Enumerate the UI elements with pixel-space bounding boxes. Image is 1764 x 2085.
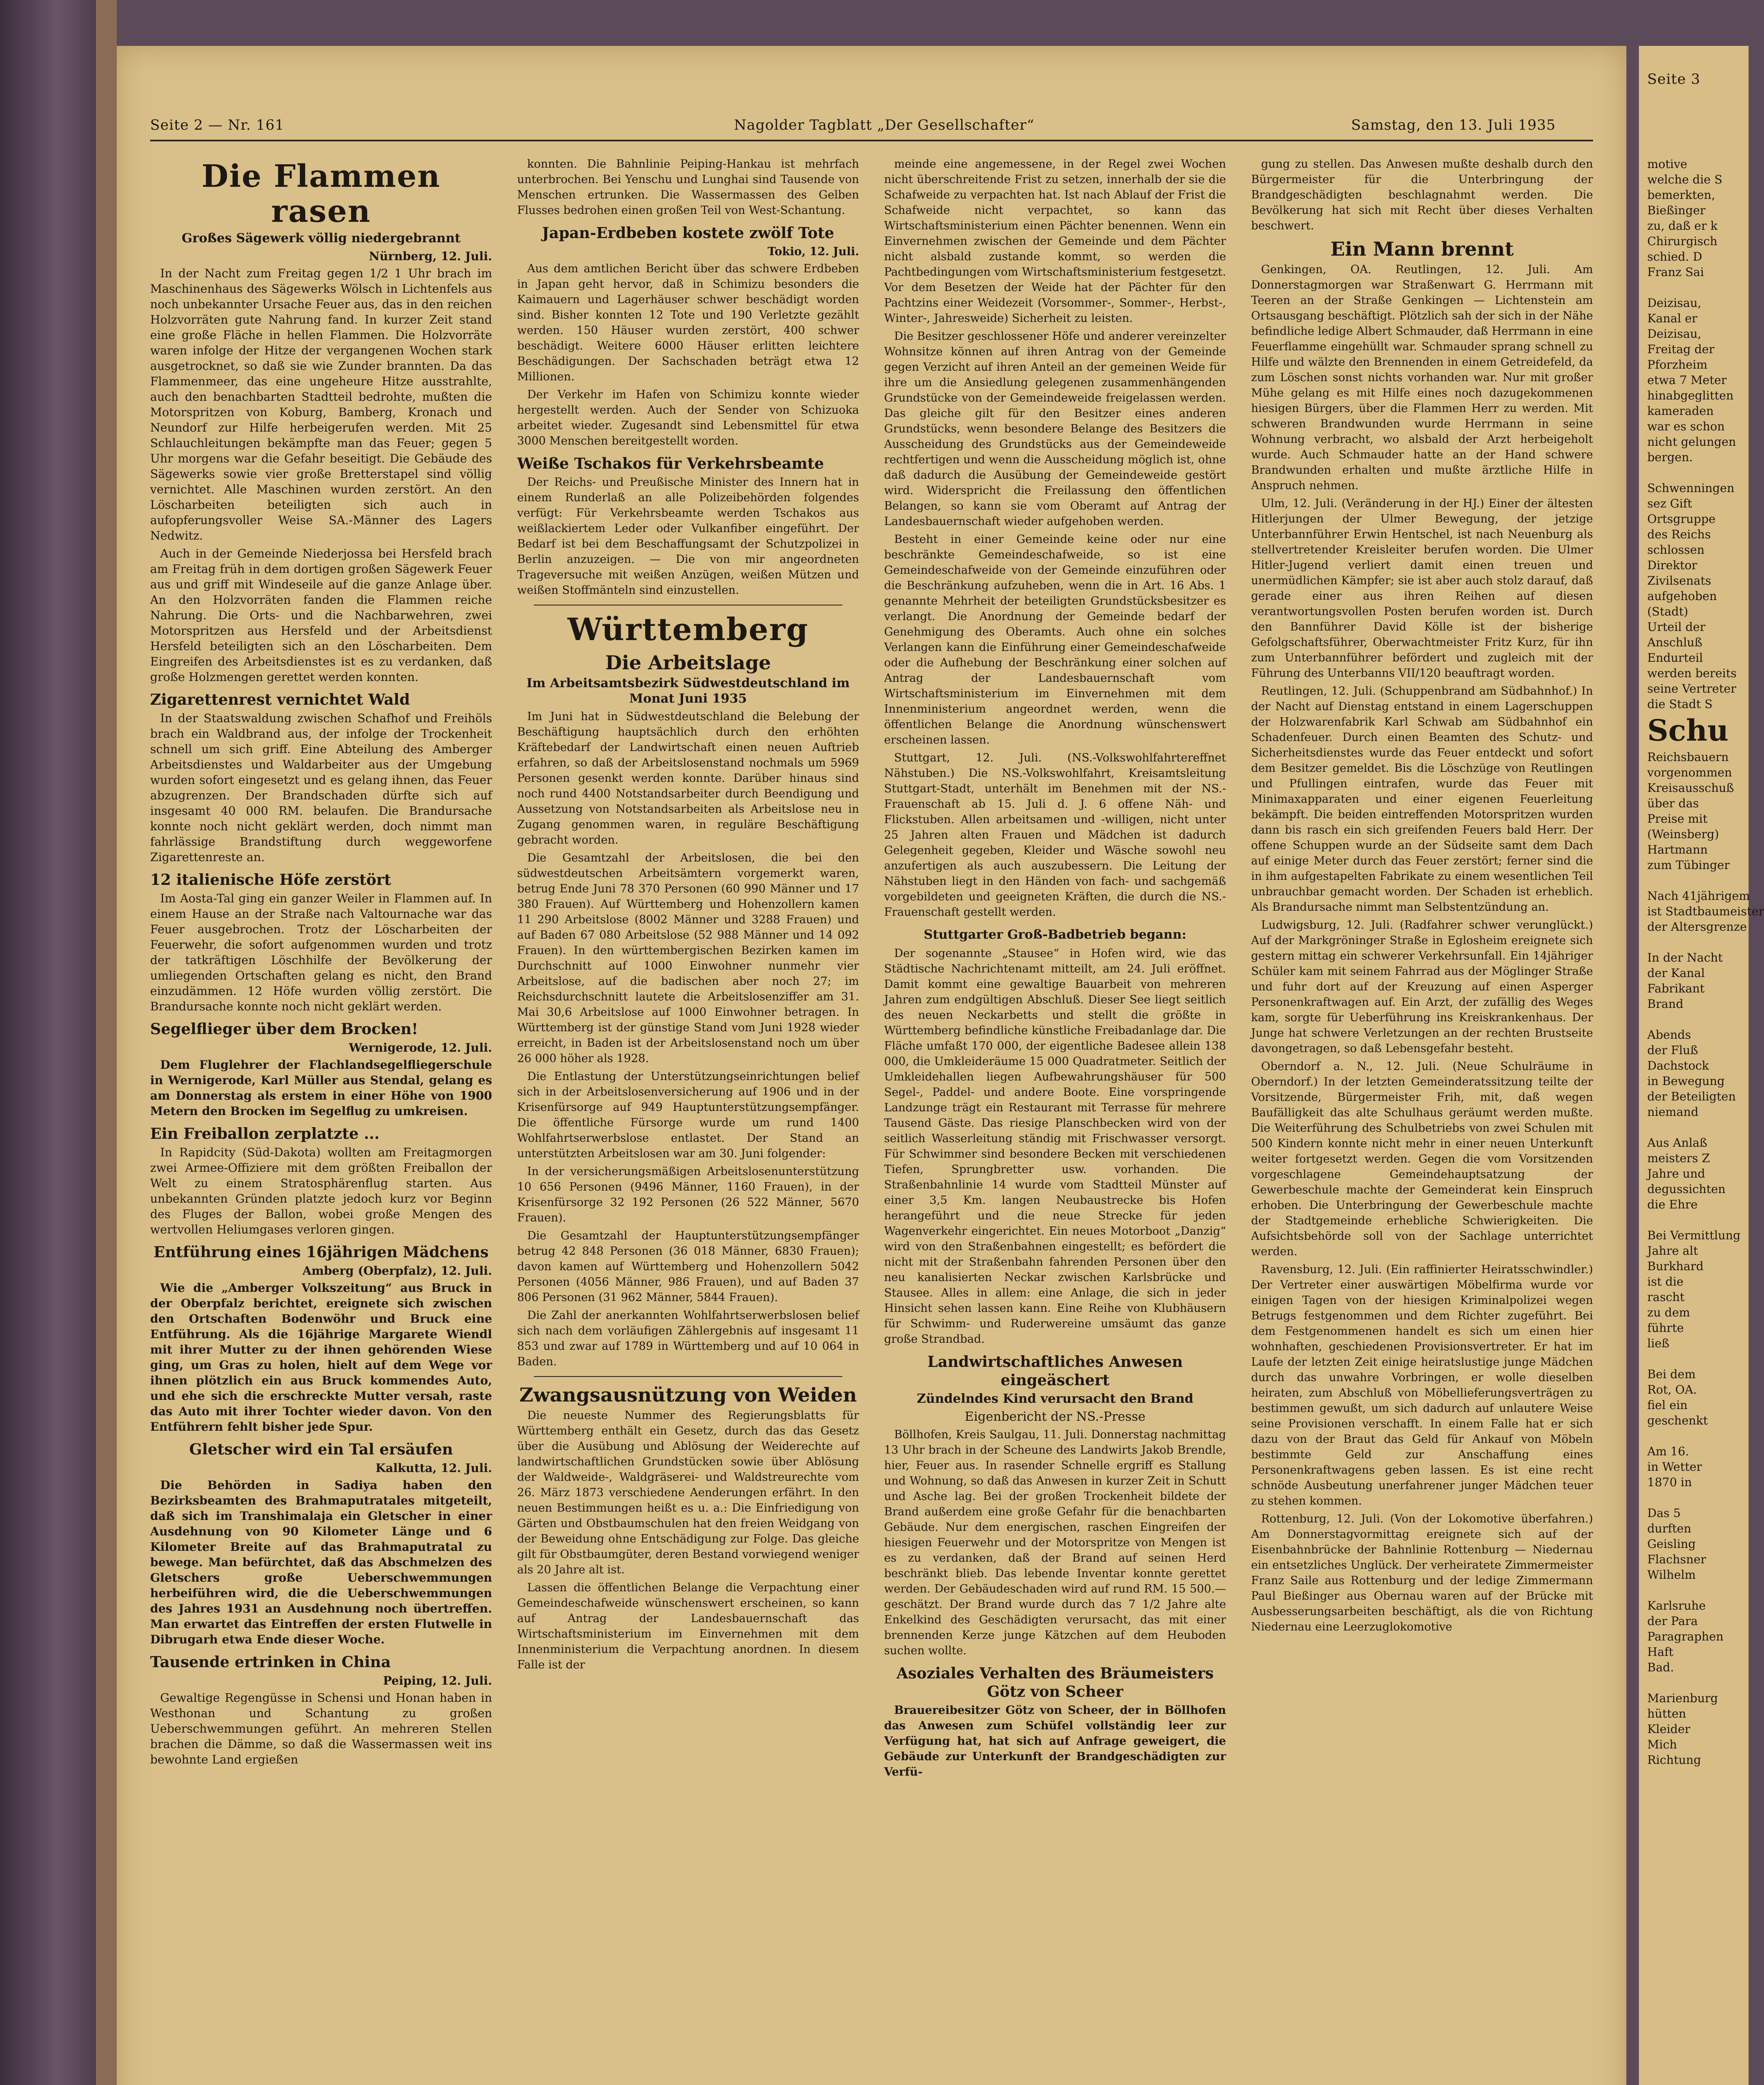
article-title: Landwirtschaftliches Anwesen eingeäschert [927,1353,1183,1389]
next-page-line: vorgenommen [1647,766,1732,779]
next-page-line: über das [1647,796,1699,810]
next-page-line [1647,873,1747,888]
article-paragraph: In der versicherungsmäßigen Arbeitslosenunterstützung 10 656 Personen (9496 Männer, 1160 Frauen), in der Krisenfürsorge 32 192 Personen (26 522 Männer, 5670 Frauen). [517,1165,859,1224]
next-page-line: Anschluß [1647,636,1703,649]
next-page-line: Wilhelm [1647,1568,1696,1582]
next-page-line: 1870 in [1647,1475,1692,1489]
article-paragraph: Die Gesamtzahl der Hauptunterstützungsempfänger betrug 42 848 Personen (36 018 Männer, 6830 Frauen); davon kamen auf Württemberg und Hohenzollern 5042 Personen (4056 Männer, 986 Frauen), und auf Baden 37 806 Personen (31 962 Männer, 5844 Frauen). [517,1229,859,1304]
dateline: Wernigerode, 12. Juli. [349,1041,492,1055]
next-page-line: Karlsruhe [1647,1599,1706,1613]
next-page-line: rascht [1647,1290,1685,1304]
next-page-number: Seite 3 [1647,71,1701,88]
article-paragraph: Die neueste Nummer des Regierungsblatts für Württemberg enthält ein Gesetz, durch das das Gesetz über die Ausübung und Ablösung der Weiderechte auf landwirtschaftlichen Grundstücken sowie über Ablösung der Waldweide-, Waldgräserei- und Waldstreurechte vom 26. März 1873 verschiedene Aenderungen erfährt. In den neuen Bestimmungen heißt es u. a.: Die Einfriedigung von Gärten und Obstbaumschulen hat den freien Weidgang von der Beweidung ohne Entschädigung zur Folge. Das gleiche gilt für Obstbaumgüter, deren Bestand vorwiegend weniger als 20 Jahre alt ist. [517,1409,859,1576]
article-paragraph: Die Zahl der anerkannten Wohlfahrtserwerbslosen belief sich nach dem vorläufigen Zählergebnis auf insgesamt 11 853 und zwar auf 1789 in Württemberg und auf 10 064 in Baden. [517,1309,859,1368]
header-rule [150,140,1593,141]
article-paragraph: Reutlingen, 12. Juli. (Schuppenbrand am Südbahnhof.) In der Nacht auf Dienstag entstand in einem Lagerschuppen der Holzwarenfabrik Karl Schwab am Südbahnhof ein Schadenfeuer. Durch einen Beamten des Schutz- und Sicherheitsdienstes wurde das Feuer entdeckt und sofort dem Besitzer gemeldet. Bis die Löschzüge von Reutlingen und Pfullingen eintrafen, wurde das Feuer mit Minimaxapparaten und einer eigenen Feuerleitung bekämpft. Die beiden eintreffenden Motorspritzen wurden dann bis rasch ein sich greifenden Feuers bald Herr. Der offene Schuppen wurde an der Südseite samt dem Dach auf einige Meter durch das Feuer zerstört; ferner sind die in ihm aufgestapelten Fabrikate zu einem wesentlichen Teil unbrauchbar gemacht worden. Der Schaden ist erheblich. Als Brandursache nimmt man Selbstentzündung an. [1251,685,1593,914]
next-page-line: nicht gelungen [1647,435,1736,449]
article-title: Ein Freiballon zerplatzte ... [150,1125,380,1143]
next-page-line: Freitag der [1647,342,1714,356]
next-page-line: Preise mit [1647,812,1708,826]
next-page-line: kameraden [1647,404,1714,418]
next-page-line: Bad. [1647,1660,1674,1674]
next-page-line: der Beteiligten [1647,1090,1736,1103]
book-spine [96,0,117,2085]
article-paragraph: Die Besitzer geschlossener Höfe und anderer vereinzelter Wohnsitze können auf ihren Antrag von der Gemeinde gegen Verzicht auf ihren Anteil an der gemeinen Weide für ihre um die Ansiedlung gelegenen zusammenhängenden Grundstücke von der Gemeindeweide freigelassen werden. Das gleiche gilt für den Besitzer eines anderen Grundstücks, wenn besondere Belange des Besitzers die Ausscheidung des Grundstücks aus der Gemeindeweide rechtfertigen und wenn die Ausscheidung möglich ist, ohne daß dadurch die Ausübung der Gemeindeweide gestört wird. Widerspricht die Freilassung den öffentlichen Belangen, so kann sie vom Oberamt auf Antrag der Landesbauernschaft wieder aufgehoben werden. [884,330,1226,528]
next-page-line: Jahre und [1647,1167,1705,1181]
next-page-line: motive [1647,157,1688,171]
book-binding [0,0,96,2085]
next-page-line: der Para [1647,1614,1698,1628]
article-paragraph: Der Verkehr im Hafen von Schimizu konnte wieder hergestellt werden. Auch der Sender von Schizuoka arbeitet wieder. Zugesandt sind Lebensmittel für etwa 3000 Menschen bereitgestellt worden. [517,388,859,447]
next-page-line: geschenkt [1647,1414,1708,1427]
next-page-line [1647,1012,1747,1027]
header-page-number: Seite 2 — Nr. 161 [150,117,284,133]
article-paragraph: Der sogenannte „Stausee“ in Hofen wird, wie das Städtische Nachrichtenamt mitteilt, am 24. Juli eröffnet. Damit kommt eine gewaltige Bauarbeit von mehreren Jahren zum endgültigen Abschluß. Dieser See liegt seitlich des neuen Neckarbetts und stellt die größte in Württemberg befindliche künstliche Freibadanlage dar. Die Fläche umfaßt 170 000, der eigentliche Badesee allein 138 000, die Umkleideräume 15 000 Quadratmeter. Seitlich der Umkleidehallen liegen Aufbewahrungshäuser für 500 Segel-, Paddel- und andere Boote. Eine vorspringende Landzunge trägt ein Restaurant mit Terrasse für mehrere Tausend Gäste. Das riesige Planschbecken wird von der seitlich Wasserleitung ständig mit Frischwasser versorgt. Für Schwimmer sind besondere Becken mit verschiedenen Tiefen, Sprungbretter usw. vorhanden. Die Straßenbahnlinie 14 wurde vom Stadtteil Münster auf einer 3,5 Km. langen Neubaustrecke bis Hofen herangeführt und die neue Strecke für jeden Wagenverkehr eingerichtet. Ein neues Motorboot „Danzig“ wird von den Straßenbahnen eingestellt; es befördert die nicht mit der Straßenbahn fahrenden Personen über den neu kanalisierten Neckar zwischen Karlsbrücke und Stausee. Alles in allem: eine Anlage, die sich in jeder Hinsicht sehen lassen kann. Eine Reihe von Klubhäusern für Schwimm- und Ruderwereine umsäumt das ganze große Strandbad. [884,947,1226,1346]
next-page-line: seine Vertreter [1647,682,1736,696]
next-page-line: war es schon [1647,420,1725,433]
next-page-line: Aus Anlaß [1647,1136,1708,1150]
next-page-line [1647,1675,1747,1691]
dateline: Amberg (Oberpfalz), 12. Juli. [302,1264,492,1278]
article-paragraph: Besteht in einer Gemeinde keine oder nur eine beschränkte Gemeindeschafweide, so ist eine Gemeindeschafweide von der Gemeinde einzuführen oder die Beschränkung aufzuheben, wenn die in Art. 16 Abs. 1 genannte Mehrheit der beteiligten Grundstücksbesitzer es verlangt. Die Anordnung der Gemeinde bedarf der Genehmigung des Oberamts. Auch ohne ein solches Verlangen kann die Einführung einer Gemeindeschafweide oder die Aufhebung der Beschränkung einer solchen auf Antrag der Landesbauernschaft vom Wirtschaftsministerium im Einvernehmen mit dem Innenministerium angeordnet werden, wenn die öffentlichen Belange die Anordnung wünschenswert erscheinen lassen. [884,533,1226,746]
header-date: Samstag, den 13. Juli 1935 [1351,117,1556,133]
next-page-line: durften [1647,1522,1691,1535]
next-page-line: Kleider [1647,1722,1691,1736]
article-paragraph: Gewaltige Regengüsse in Schensi und Honan haben in Westhonan und Schantung zu großen Ueberschwemmungen geführt. An mehreren Stellen brachen die Dämme, so daß die Wassermassen weit ins bewohnte Land ergießen [150,1691,492,1766]
article-paragraph: Die Behörden in Sadiya haben den Bezirksbeamten des Brahmaputratales mitgeteilt, daß sich im Transhimalaja ein Gletscher in einer Ausdehnung von 90 Kilometer Länge und 6 Kilometer Breite auf das Brahmaputratal zu bewege. Man befürchtet, daß das Abschmelzen des Gletschers große Ueberschwemmungen herbeiführen wird, die die Ueberschwemmungen des Jahres 1931 an Ausdehnung noch übertreffen. Man erwartet das Eintreffen der ersten Flutwelle in Dibrugarh etwa Ende dieser Woche. [150,1478,492,1646]
article-paragraph: Dem Fluglehrer der Flachlandsegelfliegerschule in Wernigerode, Karl Müller aus Stendal, gelang es am Donnerstag als erstem in einer Höhe von 1900 Metern den Brocken im Segelflug zu umkreisen. [150,1058,492,1118]
next-page-line: Bei Vermittlung [1647,1228,1741,1242]
article-title: Die Arbeitslage [605,651,771,674]
article-title: Segelflieger über dem Brocken! [150,1020,418,1038]
section-title: Württemberg [567,612,809,648]
next-page-line: meisters Z [1647,1151,1710,1165]
next-page-line: Deizisau, [1647,327,1701,341]
article-paragraph: Die Entlastung der Unterstützungseinrichtungen belief sich in der Arbeitslosenversicherung auf 1906 und in der Krisenfürsorge auf 949 Hauptunterstützungsempfänger. Die öffentliche Fürsorge wurde um rund 1400 Wohlfahrtserwerbslose entlastet. Der Stand an unterstützten Arbeitslosen war am 30. Juni folgender: [517,1070,859,1160]
column-3 [884,156,1226,2085]
next-page-line: hinabgeglitten [1647,389,1734,402]
next-page-line: Paragraphen [1647,1630,1724,1643]
next-page-line: der Fluß [1647,1043,1698,1057]
next-page-line: welche die S [1647,173,1723,186]
article-title: 12 italienische Höfe zerstört [150,871,391,889]
next-page-line: Chirurgisch [1647,234,1718,248]
next-page-line: Reichsbauern [1647,750,1729,764]
next-page-line: (Weinsberg) [1647,827,1719,841]
next-page-line: Deizisau, [1647,296,1701,310]
article-title: Entführung eines 16jährigen Mädchens [153,1243,489,1261]
next-page-line: ist die [1647,1275,1684,1289]
next-page-line: degussichten [1647,1182,1726,1196]
next-page-line: Schwenningen [1647,481,1735,495]
next-page-line [1647,1583,1747,1598]
next-page-line: Geisling [1647,1537,1696,1551]
article-paragraph: gung zu stellen. Das Anwesen mußte deshalb durch den Bürgermeister für die Unterbringung der Brandgeschädigten beschlagnahmt werden. Die Bevölkerung hat sich mit Recht über dieses Verhalten beschwert. [1251,158,1593,232]
next-page-line: In der Nacht [1647,951,1723,965]
article-paragraph: konnten. Die Bahnlinie Peiping-Hankau ist mehrfach unterbrochen. Bei Yenschu und Lunghai sind Tausende von Menschen ertrunken. Die Wassermassen des Gelben Flusses bedrohen einen großen Teil von West-Schantung. [517,158,859,217]
article-paragraph: Im Aosta-Tal ging ein ganzer Weiler in Flammen auf. In einem Hause an der Straße nach Valtournache war das Feuer ausgebrochen. Trotz der Löscharbeiten der Feuerwehr, die sofort aufgenommen wurden und trotz der tatkräftigen Löschhilfe der Bevölkerung der umliegenden Ortschaften gelang es nicht, den Brand einzudämmen. 12 Höfe wurden völlig zerstört. Die Brandursache konnte noch nicht geklärt werden. [150,892,492,1013]
next-page-line: der Altersgrenze [1647,920,1747,934]
article-paragraph: In der Staatswaldung zwischen Schafhof und Freihöls brach ein Waldbrand aus, der infolge der Trockenheit schnell um sich griff. Eine Abteilung des Amberger Arbeitsdienstes und Waldarbeiter aus der Umgebung wurden sofort eingesetzt und es gelang ihnen, das Feuer abzugrenzen. Der Brandschaden dürfte sich auf insgesamt 40 000 RM. belaufen. Die Brandursache konnte noch nicht geklärt werden, doch nimmt man fahrlässige Brandstiftung durch weggeworfene Zigarettenreste an. [150,711,492,864]
article-paragraph: Ravensburg, 12. Juli. (Ein raffinierter Heiratsschwindler.) Der Vertreter einer auswärtigen Möbelfirma wurde vor einigen Tagen von der hiesigen Kriminalpolizei wegen Betrugs festgenommen und dem Richter zugeführt. Bei dem Festgenommenen handelt es sich um einen hier wohnhaften, geschiedenen Provisionsvertreter. Er hat im Laufe der letzten Zeit einige heiratslustige junge Mädchen durch das unwahre Vorbringen, er wolle dieselben heiraten, zum Abschluß von Möbellieferungsverträgen zu bestimmen gewußt, um sich dadurch auf unlautere Weise seine Provisionen verschafft. In einem Falle hat er sich dazu von der Braut das Geld für Ankauf von Möbeln bestimmte Geld zur Anschaffung eines Personenkraftwagens geben lassen. Es ist eine recht schnöde Ausbeutung unerfahrener junger Mädchen teuer zu stehen kommen. [1251,1263,1593,1507]
newspaper-page [117,46,1626,2085]
article-paragraph: Im Juni hat in Südwestdeutschland die Belebung der Beschäftigung hauptsächlich durch den erhöhten Kräftebedarf der Landwirtschaft einen neuen Auftrieb erfahren, so daß der Arbeitslosenstand nochmals um 5969 Personen gesenkt werden konnte. Darüber hinaus sind noch rund 4400 Notstandsarbeiter durch Beendigung und Aussetzung von Notstandsarbeiten als Arbeitslose neu in Zugang genommen waren, in reguläre Beschäftigung gebracht worden. [517,710,859,847]
next-page-line: Jahre alt [1647,1244,1698,1258]
header-masthead: Nagolder Tagblatt „Der Gesellschafter“ [734,117,1035,133]
next-page-line [1647,1490,1747,1505]
article-title: Stuttgarter Groß-Badbetrieb begann: [924,927,1186,942]
next-page-line: etwa 7 Meter [1647,373,1727,387]
next-page-line: zu dem [1647,1306,1690,1319]
next-page-line: sez Gift [1647,497,1692,510]
next-page-line: Bei dem [1647,1367,1696,1381]
article-subtitle: Im Arbeitsamtsbezirk Südwestdeutschland im Monat Juni 1935 [526,676,850,706]
next-page-line: Abends [1647,1028,1691,1042]
next-page-line: Pforzheim [1647,358,1708,372]
next-page-line: fiel ein [1647,1398,1688,1412]
next-page-line: ließ [1647,1336,1670,1350]
article-paragraph: Stuttgart, 12. Juli. (NS.-Volkswohlfahrtereffnet Nähstuben.) Die NS.-Volkswohlfahrt, Kreisamtsleitung Stuttgart-Stadt, unterhält im Benehmen mit der NS.-Frauenschaft ab 15. Juli d. J. 6 offene Näh- und Flickstuben. Allen arbeitsamen und -willigen, nicht unter 25 Jahren alten Frauen und Mädchen ist dadurch Gelegenheit gegeben, Kleider und Wäsche sowohl neu anzufertigen als auch auszubessern. Die Leitung der Nähstuben liegt in den Händen von fach- und sachgemäß vorgebildeten und geeigneten Kräften, die durch die NS.-Frauenschaft gestellt werden. [884,751,1226,919]
next-page-line: Flachsner [1647,1552,1706,1566]
next-page-line: die Ehre [1647,1198,1698,1211]
next-page-line: führte [1647,1321,1684,1335]
next-page-line [1647,280,1747,295]
article-paragraph: Lassen die öffentlichen Belange die Verpachtung einer Gemeindeschafweide wünschenswert erscheinen, so kann auf Antrag der Landesbauernschaft das Wirtschaftsministerium im Einvernehmen mit dem Innenministerium die Verpachtung anordnen. In diesem Falle ist der [517,1581,859,1671]
next-page-edge [1639,46,1764,2085]
next-page-line: in Wetter [1647,1460,1702,1474]
next-page-line: Mich [1647,1738,1677,1751]
byline: Eigenbericht der NS.-Presse [965,1409,1146,1424]
next-page-line [1647,934,1747,950]
article-paragraph: In der Nacht zum Freitag gegen 1/2 1 Uhr brach im Maschinenhaus des Sägewerks Wölsch in Lichtenfels aus noch unbekannter Ursache Feuer aus, das in den reichen Holzvorräten gute Nahrung fand. In kurzer Zeit stand eine große Fläche in hellen Flammen. Die Holzvorräte waren infolge der Hitze der vergangenen Wochen stark ausgetrocknet, so daß sie wie Zunder brannten. Da das Flammenmeer, das eine ungeheure Hitze ausstrahlte, auch den benachbarten Stadtteil bedrohte, mußten die Motorspritzen von Koburg, Bamberg, Kronach und Neundorf zur Hilfe herbeigerufen werden. Mit 25 Schlauchleitungen bekämpfte man das Feuer; gegen 5 Uhr morgens war die Gefahr beseitigt. Die Gebäude des Sägewerks sowie vier große Bretterstapel sind völlig vernichtet. Alle Maschinen wurden zerstört. An den Löscharbeiten beteiligten sich auch in aufopferungsvoller Weise SA.-Männer des Lagers Nedwitz. [150,266,492,543]
next-page-line [1647,1212,1747,1228]
article-paragraph: meinde eine angemessene, in der Regel zwei Wochen nicht überschreitende Frist zu setzen, innerhalb der sie die Schafweide zu verpachten hat. Ist nach Ablauf der Frist die Schafweide nicht verpachtet, so kann das Wirtschaftsministerium einen Pächter benennen. Wenn ein Einvernehmen zwischen der Gemeinde und dem Pächter nicht alsbald zustande kommt, so werden die Pachtbedingungen vom Wirtschaftsministerium festgesetzt. Vor dem Besetzen der Weide hat der Pächter für den Pachtzins einer Weidezeit (Vorsommer-, Sommer-, Herbst-, Winter-, Jahresweide) Sicherheit zu leisten. [884,158,1226,325]
next-page-line: Schu [1647,713,1729,748]
next-page-line: Direktor [1647,558,1697,572]
next-page-line: Hartmann [1647,843,1708,857]
dateline: Kalkutta, 12. Juli. [375,1461,492,1475]
article-paragraph: Ulm, 12. Juli. (Veränderung in der HJ.) Einer der ältesten Hitlerjungen der Ulmer Bewegung, der jetzige Unterbannführer Erwin Hentschel, ist nach Neuenburg als stellvertretender Kreisleiter berufen worden. Die Ulmer Hitler-Jugend verliert damit einen treuen und unermüdlichen Kämpfer; sie ist aber auch stolz darauf, daß gerade einer aus ihren Reihen auf diesen verantwortungsvollen Posten berufen worden ist. Durch den Bannführer David Kölle ist der bisherige Gefolgschaftsführer, Oberwachtmeister Fritz Kurz, für ihn zum Unterbannführer befördert und zugleich mit der Führung des Unterbanns VII/120 beauftragt worden. [1251,497,1593,680]
article-paragraph: Oberndorf a. N., 12. Juli. (Neue Schulräume in Oberndorf.) In der letzten Gemeinderatssitzung teilte der Vorsitzende, Bürgermeister Frih, mit, daß wegen Baufälligkeit das alte Schulhaus geräumt werden mußte. Die Weiterführung des Schulbetriebs von zwei Schulen mit 500 Kindern konnte nicht mehr in einer neuen Unterkunft weiter fortgesetzt werden. Gegen die vom Vorsitzenden vorgeschlagene Gemeindehauptsatzung der Gewerbeschule machte der Gemeinderat kein Einspruch erhoben. Die Unterbringung der Gewerbeschule machte der Stadtgemeinde erhebliche Schwierigkeiten. Die Aufsichtsbehörde soll von der Sachlage unterrichtet werden. [1251,1060,1593,1258]
article-title: Die Flammen rasen [201,158,441,229]
article-title: Weiße Tschakos für Verkehrsbeamte [517,455,824,472]
next-page-line: hütten [1647,1707,1686,1721]
next-page-line: des Reichs [1647,528,1711,541]
article-paragraph: Rottenburg, 12. Juli. (Von der Lokomotive überfahren.) Am Donnerstagvormittag ereignete sich auf der Eisenbahnbrücke der Bahnlinie Rottenburg — Niedernau ein entsetzliches Unglück. Der verheiratete Zimmermeister Franz Saile aus Rottenburg und der ledige Zimmermann Paul Bießinger aus Obernau waren auf der Brücke mit Ausbesserungsarbeiten beschäftigt, als die von Richtung Niedernau eine Leerzuglokomotive [1251,1512,1593,1633]
column-4 [1251,156,1593,2085]
article-paragraph: In Rapidcity (Süd-Dakota) wollten am Freitagmorgen zwei Armee-Offiziere mit dem größten Freiballon der Welt zu einem Stratosphärenflug starten. Aus unbekannten Gründen platzte jedoch kurz vor Beginn des Fluges der Ballon, wobei große Mengen des wertvollen Heliumgases verloren gingen. [150,1145,492,1236]
next-page-line: Kreisausschuß [1647,781,1734,795]
article-paragraph: Wie die „Amberger Volkszeitung“ aus Bruck in der Oberpfalz berichtet, ereignete sich zwischen den Ortschaften Bodenwöhr und Bruck eine Entführung. Als die 16jährige Margarete Wiendl mit ihrer Mutter zu der ihnen gehörenden Wiese ging, um Gras zu holen, hielt auf dem Wege vor ihnen plötzlich ein aus Bruck kommendes Auto, und ehe sich die erschreckte Mutter versah, raste das Auto mit ihrer Tochter wieder davon. Von den Entführern fehlt bisher jede Spur. [150,1281,492,1434]
next-page-line [1647,1428,1747,1444]
next-page-line: Nach 41jährigem [1647,889,1750,903]
dateline: Tokio, 12. Juli. [767,245,859,258]
next-page-line: ist Stadtbaumeister [1647,904,1764,918]
next-page-line: Fabrikant [1647,982,1705,995]
next-page-text [1647,156,1764,1768]
article-title: Gletscher wird ein Tal ersäufen [189,1441,453,1458]
dateline: Peiping, 12. Juli. [383,1674,492,1688]
next-page-line: Urteil der [1647,620,1706,634]
next-page-line: aufgehoben [1647,589,1717,603]
article-subtitle: Großes Sägewerk völlig niedergebrannt [181,231,461,246]
article-paragraph: Ludwigsburg, 12. Juli. (Radfahrer schwer verunglückt.) Auf der Markgröninger Straße in Eglosheim ereignete sich gestern mittag ein schwerer Verkehrsunfall. Ein 14jähriger Schüler kam mit seinem Fahrrad aus der Möglinger Straße und fuhr dort auf der Kreuzung auf einen Asperger Personenkraftwagen auf. Ein Arzt, der zufällig des Weges kam, sorgte für Ueberführung ins Kreiskrankenhaus. Der Junge hat schwere Verletzungen an der rechten Brustseite davongetragen, so daß Lebensgefahr besteht. [1251,919,1593,1055]
article-paragraph: Brauereibesitzer Götz von Scheer, der in Böllhofen das Anwesen zum Schüfel vollständig leer zur Verfügung hat, hat sich auf Anfrage geweigert, die Gebäude zur Unterkunft der Brandgeschädigten zur Verfü- [884,1704,1226,1779]
article-paragraph: Auch in der Gemeinde Niederjossa bei Hersfeld brach am Freitag früh in dem dortigen großen Sägewerk Feuer aus und griff mit Windeseile auf die ganze Anlage über. An den Holzvorräten fanden die Flammen reiche Nahrung. Die Orts- und die Nachbarwehren, zwei Motorspritzen aus Hersfeld und der Arbeitsdienst Hersfeld beteiligten sich an den Löscharbeiten. Dem Eingreifen des Arbeitsdienstes ist es zu verdanken, daß große Holzmengen gerettet werden konnten. [150,547,492,684]
article-subtitle: Zündelndes Kind verursacht den Brand [917,1392,1194,1406]
next-page-line: Haft [1647,1645,1674,1659]
article-title: Japan-Erdbeben kostete zwölf Tote [542,224,834,242]
column-2 [517,156,859,2085]
next-page-line: zum Tübinger [1647,858,1730,872]
article-title: Asoziales Verhalten des Bräumeisters Götz von Scheer [896,1665,1214,1701]
next-page-line: Richtung [1647,1753,1701,1767]
next-page-line: schlossen [1647,543,1705,557]
article-title: Zigarettenrest vernichtet Wald [150,691,410,708]
next-page-line [1647,465,1747,480]
next-page-line: Zivilsenats [1647,574,1711,588]
dateline: Nürnberg, 12. Juli. [369,249,492,263]
next-page-line: Burkhard [1647,1259,1704,1273]
next-page-line: Endurteil [1647,651,1703,665]
article-title: Zwangsausnützung von Weiden [519,1384,857,1406]
article-divider [534,1376,842,1377]
article-paragraph: Der Reichs- und Preußische Minister des Innern hat in einem Runderlaß an alle Polizeibehörden folgendes verfügt: Für Verkehrsbeamte werden Tschakos aus weißlackiertem Leder oder Vulkanfiber eingeführt. Der Bedarf ist bei dem Beschaffungsamt der Schutzpolizei in Berlin anzuzeigen. — Die von mir angeordneten Trageversuche mit weißen Anzügen, weißen Mützen und weißen Stoffmänteln sind einzustellen. [517,476,859,597]
next-page-line: schied. D [1647,250,1702,264]
article-paragraph: Genkingen, OA. Reutlingen, 12. Juli. Am Donnerstagmorgen war Straßenwart G. Herrmann mit Teeren an der Straße Genkingen — Lichtenstein am Ortsausgang beschäftigt. Plötzlich sah der sich in der Nähe befindliche ledige Albert Schmauder, daß Herrmann in eine Feuerflamme eingehüllt war. Schmauder sprang schnell zu Hilfe und wälzte den Brennenden in einem Getreidefeld, da zum Löschen sonst nichts vorhanden war. Nur mit großer Mühe gelang es mit Hilfe eines noch dazugekommenen hiesigen Bürgers, über die Flammen Herr zu werden. Mit schweren Brandwunden wurde Herrmann in seine Wohnung verbracht, wo alsbald der Arzt herbeigeholt wurde. Auch Schmauder hatte an der Hand schwere Brandwunden erhalten und mußte ärztliche Hilfe in Anspruch nehmen. [1251,263,1593,492]
next-page-line: Marienburg [1647,1691,1718,1705]
next-page-line: zu, daß er k [1647,219,1718,233]
next-page-line: Das 5 [1647,1506,1681,1520]
next-page-line: Dachstock [1647,1059,1709,1073]
next-page-line: Am 16. [1647,1444,1689,1458]
next-page-line: der Kanal [1647,966,1705,980]
next-page-line: werden bereits [1647,666,1737,680]
next-page-line: (Stadt) [1647,605,1689,618]
next-page-line: Brand [1647,997,1684,1011]
next-page-line: Bießinger [1647,203,1706,217]
article-title: Ein Mann brennt [1330,238,1514,260]
next-page-line: Kanal er [1647,311,1698,325]
next-page-line: Rot, OA. [1647,1383,1697,1397]
next-page-line: bergen. [1647,450,1693,464]
next-page-line: die Stadt S [1647,697,1713,711]
column-1 [150,156,492,2085]
article-title: Tausende ertrinken in China [150,1653,391,1671]
next-page-line: in Bewegung [1647,1074,1725,1088]
next-page-line [1647,1351,1747,1367]
next-page-line: Ortsgruppe [1647,512,1716,526]
article-paragraph: Böllhofen, Kreis Saulgau, 11. Juli. Donnerstag nachmittag 13 Uhr brach in der Scheune des Landwirts Jakob Brendle, hier, Feuer aus. In rasender Schnelle ergriff es Stallung und Wohnung, so daß das Anwesen in kurzer Zeit in Schutt und Asche lag. Bei der großen Trockenheit bildete der Brand außerdem eine große Gefahr für die benachbarten Gebäude. Nur dem energischen, raschen Eingreifen der hiesigen Feuerwehr und der Motorspritze von Mengen ist es zu verdanken, daß der Brand auf seinen Herd beschränkt blieb. Das lebende Inventar konnte gerettet werden. Der Gebäudeschaden wird auf rund RM. 15 500.— geschätzt. Der Brand wurde durch das 7 1/2 Jahre alte Enkelkind des Geschädigten verursacht, das mit einer brennenden Kerze junge Kätzchen auf dem Heuboden suchen wollte. [884,1428,1226,1657]
next-page-line: Franz Sai [1647,265,1704,279]
article-paragraph: Die Gesamtzahl der Arbeitslosen, die bei den südwestdeutschen Arbeitsämtern vorgemerkt waren, betrug Ende Juni 78 370 Personen (60 990 Männer und 17 380 Frauen). Auf Württemberg und Hohenzollern kamen 11 290 Arbeitslose (8002 Männer und 3288 Frauen) und auf Baden 67 080 Arbeitslose (52 988 Männer und 14 092 Frauen). In den württembergischen Bezirken kamen im Durchschnitt auf 1000 Einwohner nunmehr vier Arbeitslose, auf die badischen aber noch 27; im Reichsdurchschnitt lautete die Arbeitslosenziffer am 31. Mai 30,6 Arbeitslose auf 1000 Einwohner betragen. In Württemberg ist der günstige Stand vom Juni 1928 wieder erreicht, in Baden ist der Arbeitslosenstand noch um über 26 000 höher als 1928. [517,852,859,1065]
article-paragraph: Aus dem amtlichen Bericht über das schwere Erdbeben in Japan geht hervor, daß in Schimizu besonders die Kaimauern und Lagerhäuser schwer beschädigt worden sind. Bisher konnten 12 Tote und 190 Verletzte gezählt werden. 150 Häuser wurden zerstört, 400 schwer beschädigt. Weitere 6000 Häuser erlitten leichtere Beschädigungen. Der Sachschaden beträgt etwa 12 Millionen. [517,262,859,383]
next-page-line [1647,1120,1747,1135]
next-page-line: niemand [1647,1105,1699,1119]
next-page-line: bemerkten, [1647,188,1715,202]
